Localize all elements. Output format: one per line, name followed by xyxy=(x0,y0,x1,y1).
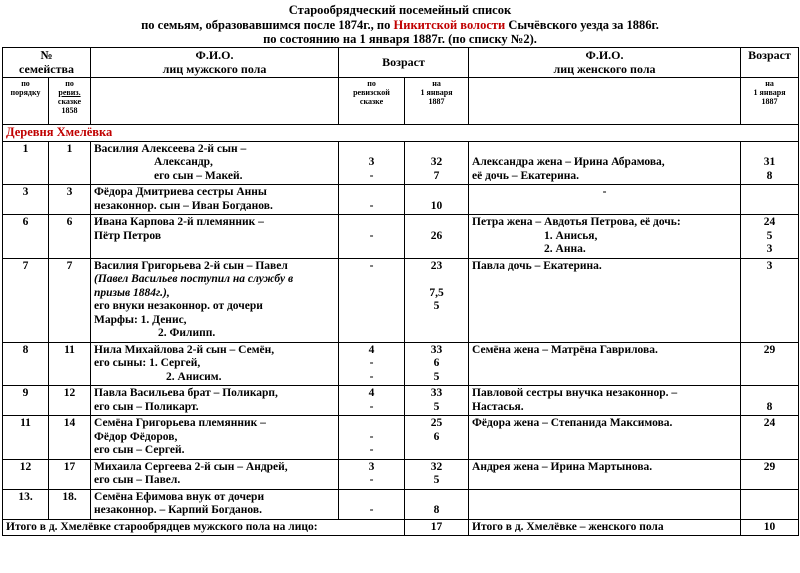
header-family-no-line2: семейства xyxy=(19,61,74,76)
male-age-revision-line: - xyxy=(369,444,374,456)
male-names-line: Марфы: 1. Денис, xyxy=(94,313,187,326)
male-age-revision-line: 3 xyxy=(368,460,375,473)
male-age-revision-line: - xyxy=(369,229,374,242)
by-rev-l4: 1858 xyxy=(61,106,78,115)
male-age-1887 xyxy=(405,258,469,342)
header-family-no xyxy=(3,48,91,78)
header-family-no-line1: № xyxy=(40,48,53,62)
family-no-order: 11 xyxy=(3,416,49,460)
male-age-1887-line: 8 xyxy=(433,504,440,516)
female-names-line: Фёдора жена – Степанида Максимова. xyxy=(472,417,673,429)
male-names-line: его сын – Макей. xyxy=(154,169,243,182)
age-1887-l1: на xyxy=(432,79,441,88)
document-title xyxy=(0,0,800,47)
female-age-1887 xyxy=(741,215,799,259)
male-names-line: его сын – Поликарт. xyxy=(94,400,199,413)
female-names-line xyxy=(472,143,737,157)
family-row xyxy=(3,141,799,185)
family-list-table xyxy=(2,47,799,536)
male-names-line: его сын – Сергей. xyxy=(94,444,185,456)
family-no-revision: 3 xyxy=(49,185,91,215)
male-names-line: Фёдор Фёдоров, xyxy=(94,430,178,443)
male-names-line: его сыны: 1. Сергей, xyxy=(94,357,201,369)
family-no-order: 9 xyxy=(3,386,49,416)
title-line-3: по состоянию на 1 января 1887г. (по списку №2). xyxy=(263,32,537,46)
male-names-line: Михаила Сергеева 2-й сын – Андрей, xyxy=(94,460,288,473)
female-names-line: Павла дочь – Екатерина. xyxy=(472,259,602,272)
header-male-fio xyxy=(91,48,339,78)
family-no-order: 7 xyxy=(3,258,49,342)
male-names-line: 2. Анисим. xyxy=(166,370,222,383)
male-names xyxy=(91,215,339,259)
male-age-revision xyxy=(339,258,405,342)
male-age-revision-line: - xyxy=(369,430,374,443)
by-order-l2: порядку xyxy=(10,88,41,97)
header-male-fio-line1: Ф.И.О. xyxy=(195,48,234,62)
female-names-line: 1. Анисья, xyxy=(544,229,598,242)
male-names-line: его внуки незаконнор. от дочери xyxy=(94,300,263,312)
male-names-line: незаконнор. – Карпий Богданов. xyxy=(94,504,262,516)
male-names-line: Павла Васильева брат – Поликарп, xyxy=(94,387,278,399)
male-age-revision xyxy=(339,141,405,185)
female-names-line: Андрея жена – Ирина Мартынова. xyxy=(472,460,653,473)
female-age-1887-line xyxy=(744,143,795,157)
female-names xyxy=(469,386,741,416)
header-row-2 xyxy=(3,78,799,125)
family-no-revision: 6 xyxy=(49,215,91,259)
family-row xyxy=(3,459,799,489)
female-age-1887 xyxy=(741,386,799,416)
header-by-revision xyxy=(49,78,91,125)
total-male-label: Итого в д. Хмелёвке старообрядцев мужского пола на лицо: xyxy=(3,519,405,536)
female-names-line: её дочь – Екатерина. xyxy=(472,169,580,182)
female-names-line: Семёна жена – Матрёна Гаврилова. xyxy=(472,343,658,356)
male-age-revision-line xyxy=(342,417,401,431)
male-age-1887-line: 25 xyxy=(430,417,443,429)
male-age-1887-line xyxy=(408,491,465,505)
male-age-revision-line: - xyxy=(369,259,374,272)
female-names xyxy=(469,215,741,259)
age-1887-l3: 1887 xyxy=(428,97,445,106)
male-age-1887-line xyxy=(408,273,465,287)
village-name: Деревня Хмелёвка xyxy=(3,125,799,142)
male-age-revision-line: - xyxy=(369,504,374,516)
family-no-revision: 11 xyxy=(49,342,91,386)
male-age-revision xyxy=(339,185,405,215)
female-age-1887 xyxy=(741,459,799,489)
family-no-revision: 1 xyxy=(49,141,91,185)
title-line-1: Старообрядческий посемейный список xyxy=(288,3,512,17)
male-age-revision xyxy=(339,459,405,489)
male-names-line: 2. Филипп. xyxy=(158,327,216,339)
female-age-1887 xyxy=(741,342,799,386)
male-age-1887-line xyxy=(408,444,465,458)
female-age-1887-line: 31 xyxy=(763,156,776,168)
male-age-1887-line xyxy=(408,143,465,157)
female-age-1887-line: 3 xyxy=(766,259,773,272)
female-names-line: Александра жена – Ирина Абрамова, xyxy=(472,156,665,168)
male-age-revision xyxy=(339,386,405,416)
header-age-1887 xyxy=(405,78,469,125)
female-age-1887-line: 24 xyxy=(763,216,776,228)
female-names-line: Петра жена – Авдотья Петрова, её дочь: xyxy=(472,216,681,228)
total-female-value: 10 xyxy=(741,519,799,536)
male-names-line: (Павел Васильев поступил на службу в xyxy=(94,273,294,285)
family-row xyxy=(3,185,799,215)
age-f-l1: на xyxy=(765,79,774,88)
female-age-1887-line: 8 xyxy=(766,169,773,182)
header-age-revision xyxy=(339,78,405,125)
male-age-1887-line: 33 xyxy=(430,343,443,356)
male-names xyxy=(91,185,339,215)
family-no-revision: 14 xyxy=(49,416,91,460)
male-names-line: Фёдора Дмитриева сестры Анны xyxy=(94,186,267,198)
village-row xyxy=(3,125,799,142)
family-no-order: 1 xyxy=(3,141,49,185)
male-age-1887-line: 6 xyxy=(433,430,440,443)
female-names xyxy=(469,185,741,215)
female-age-1887-line xyxy=(744,387,795,401)
female-age-1887-line: 5 xyxy=(766,229,773,242)
male-age-revision xyxy=(339,342,405,386)
header-row-1 xyxy=(3,48,799,78)
title-line-2-pre: по семьям, образовавшимся после 1874г., по xyxy=(141,17,394,32)
male-age-1887 xyxy=(405,489,469,519)
female-age-1887 xyxy=(741,141,799,185)
male-age-1887-line: 33 xyxy=(430,387,443,399)
title-line-2-post: Сычёвского уезда за 1886г. xyxy=(505,17,659,32)
family-no-revision: 7 xyxy=(49,258,91,342)
male-age-1887-line: 5 xyxy=(433,300,440,312)
male-age-1887-line: 32 xyxy=(430,156,443,168)
header-blank-female xyxy=(469,78,741,125)
female-age-1887-line xyxy=(744,491,795,505)
male-age-1887 xyxy=(405,185,469,215)
age-f-l2: 1 января xyxy=(753,88,786,97)
male-names-line: его сын – Павел. xyxy=(94,474,181,486)
male-names xyxy=(91,386,339,416)
male-age-1887 xyxy=(405,342,469,386)
female-age-1887-line: 3 xyxy=(766,243,773,255)
female-names xyxy=(469,489,741,519)
male-age-revision xyxy=(339,489,405,519)
female-names-line: Павловой сестры внучка незаконнор. – xyxy=(472,387,678,399)
female-age-1887-line: 29 xyxy=(763,343,776,356)
female-names xyxy=(469,416,741,460)
male-age-revision-line xyxy=(342,216,401,230)
male-names-line: Василия Григорьева 2-й сын – Павел xyxy=(94,259,288,272)
female-names-line: - xyxy=(602,186,607,198)
male-names-line: Семёна Григорьева племянник – xyxy=(94,417,266,429)
header-age: Возраст xyxy=(339,48,469,78)
title-line-2 xyxy=(0,18,800,33)
family-row xyxy=(3,258,799,342)
age-rev-l1: по xyxy=(367,79,376,88)
male-names-line: Пётр Петров xyxy=(94,229,162,242)
male-age-1887-line xyxy=(408,216,465,230)
family-no-order: 13. xyxy=(3,489,49,519)
male-names xyxy=(91,141,339,185)
header-age-female-1887 xyxy=(741,78,799,125)
female-age-1887-line: 29 xyxy=(763,460,776,473)
header-female-fio-line1: Ф.И.О. xyxy=(585,48,624,62)
male-names xyxy=(91,459,339,489)
female-age-1887-line xyxy=(744,186,795,200)
by-order-l1: по xyxy=(21,79,30,88)
by-rev-l1: по xyxy=(65,79,74,88)
male-names xyxy=(91,342,339,386)
male-age-revision-line: - xyxy=(369,357,374,369)
age-1887-l2: 1 января xyxy=(420,88,453,97)
family-row xyxy=(3,489,799,519)
male-names-line: Александр, xyxy=(154,156,213,168)
male-age-1887-line: 7,5 xyxy=(429,286,444,299)
male-age-1887-line: 6 xyxy=(433,357,440,369)
male-age-1887 xyxy=(405,386,469,416)
total-male-value: 17 xyxy=(405,519,469,536)
header-female-fio-line2: лиц женского пола xyxy=(553,61,656,76)
male-age-revision-line xyxy=(342,143,401,157)
male-age-1887-line: 5 xyxy=(433,400,440,413)
header-female-fio xyxy=(469,48,741,78)
family-no-order: 8 xyxy=(3,342,49,386)
female-names-line xyxy=(472,491,737,505)
by-rev-l2: ревиз. xyxy=(58,88,81,97)
age-f-l3: 1887 xyxy=(761,97,778,106)
male-age-1887 xyxy=(405,141,469,185)
female-names-line: Настасья. xyxy=(472,400,524,413)
male-age-1887 xyxy=(405,416,469,460)
male-age-1887 xyxy=(405,459,469,489)
male-names-line: Василия Алексеева 2-й сын – xyxy=(94,142,247,155)
male-age-revision-line xyxy=(342,491,401,505)
header-age-female: Возраст xyxy=(741,48,799,78)
female-age-1887-line: 8 xyxy=(766,400,773,413)
female-age-1887-line: 24 xyxy=(763,417,776,429)
male-age-1887-line: 32 xyxy=(430,460,443,473)
male-age-revision-line: - xyxy=(369,169,374,182)
male-age-revision-line: 3 xyxy=(368,156,375,168)
total-female-label: Итого в д. Хмелёвке – женского пола xyxy=(469,519,741,536)
female-age-1887 xyxy=(741,416,799,460)
header-blank-male xyxy=(91,78,339,125)
female-names xyxy=(469,141,741,185)
male-names-line: призыв 1884г.), xyxy=(94,286,170,299)
header-by-order xyxy=(3,78,49,125)
male-age-1887-line: 5 xyxy=(433,370,440,383)
female-age-1887 xyxy=(741,258,799,342)
male-names xyxy=(91,258,339,342)
age-rev-l2: ревизской xyxy=(353,88,390,97)
male-age-revision-line: 4 xyxy=(368,343,375,356)
male-names-line: Ивана Карпова 2-й племянник – xyxy=(94,216,264,228)
family-row xyxy=(3,342,799,386)
male-age-revision-line: - xyxy=(369,474,374,486)
male-age-revision-line: - xyxy=(369,400,374,413)
male-age-revision-line: - xyxy=(369,370,374,383)
family-row xyxy=(3,386,799,416)
family-no-order: 12 xyxy=(3,459,49,489)
male-names-line: незаконнор. сын – Иван Богданов. xyxy=(94,199,273,212)
male-age-1887-line: 26 xyxy=(430,229,443,242)
male-age-1887-line: 10 xyxy=(430,199,443,212)
male-age-revision xyxy=(339,215,405,259)
female-names-line: 2. Анна. xyxy=(544,243,586,255)
male-names xyxy=(91,489,339,519)
header-male-fio-line2: лиц мужского пола xyxy=(162,61,267,76)
male-age-1887-line: 7 xyxy=(433,169,440,182)
male-age-1887-line xyxy=(408,186,465,200)
male-age-revision-line: - xyxy=(369,199,374,212)
male-age-revision-line xyxy=(342,186,401,200)
female-age-1887 xyxy=(741,185,799,215)
by-rev-l3: сказке xyxy=(57,97,82,106)
volost-name: Никитской волости xyxy=(393,17,506,32)
male-age-revision-line: 4 xyxy=(368,387,375,399)
male-names-line: Нила Михайлова 2-й сын – Семён, xyxy=(94,343,275,356)
female-names xyxy=(469,258,741,342)
female-names xyxy=(469,459,741,489)
male-age-1887-line: 5 xyxy=(433,474,440,486)
female-age-1887 xyxy=(741,489,799,519)
family-no-revision: 12 xyxy=(49,386,91,416)
total-row xyxy=(3,519,799,536)
age-rev-l3: сказке xyxy=(359,97,384,106)
family-no-order: 6 xyxy=(3,215,49,259)
male-age-revision xyxy=(339,416,405,460)
family-no-order: 3 xyxy=(3,185,49,215)
male-names-line: Семёна Ефимова внук от дочери xyxy=(94,490,265,503)
male-age-1887-line: 23 xyxy=(430,259,443,272)
family-no-revision: 17 xyxy=(49,459,91,489)
family-row xyxy=(3,416,799,460)
family-rows xyxy=(3,141,799,519)
male-age-1887 xyxy=(405,215,469,259)
male-names xyxy=(91,416,339,460)
family-no-revision: 18. xyxy=(49,489,91,519)
family-row xyxy=(3,215,799,259)
female-names xyxy=(469,342,741,386)
